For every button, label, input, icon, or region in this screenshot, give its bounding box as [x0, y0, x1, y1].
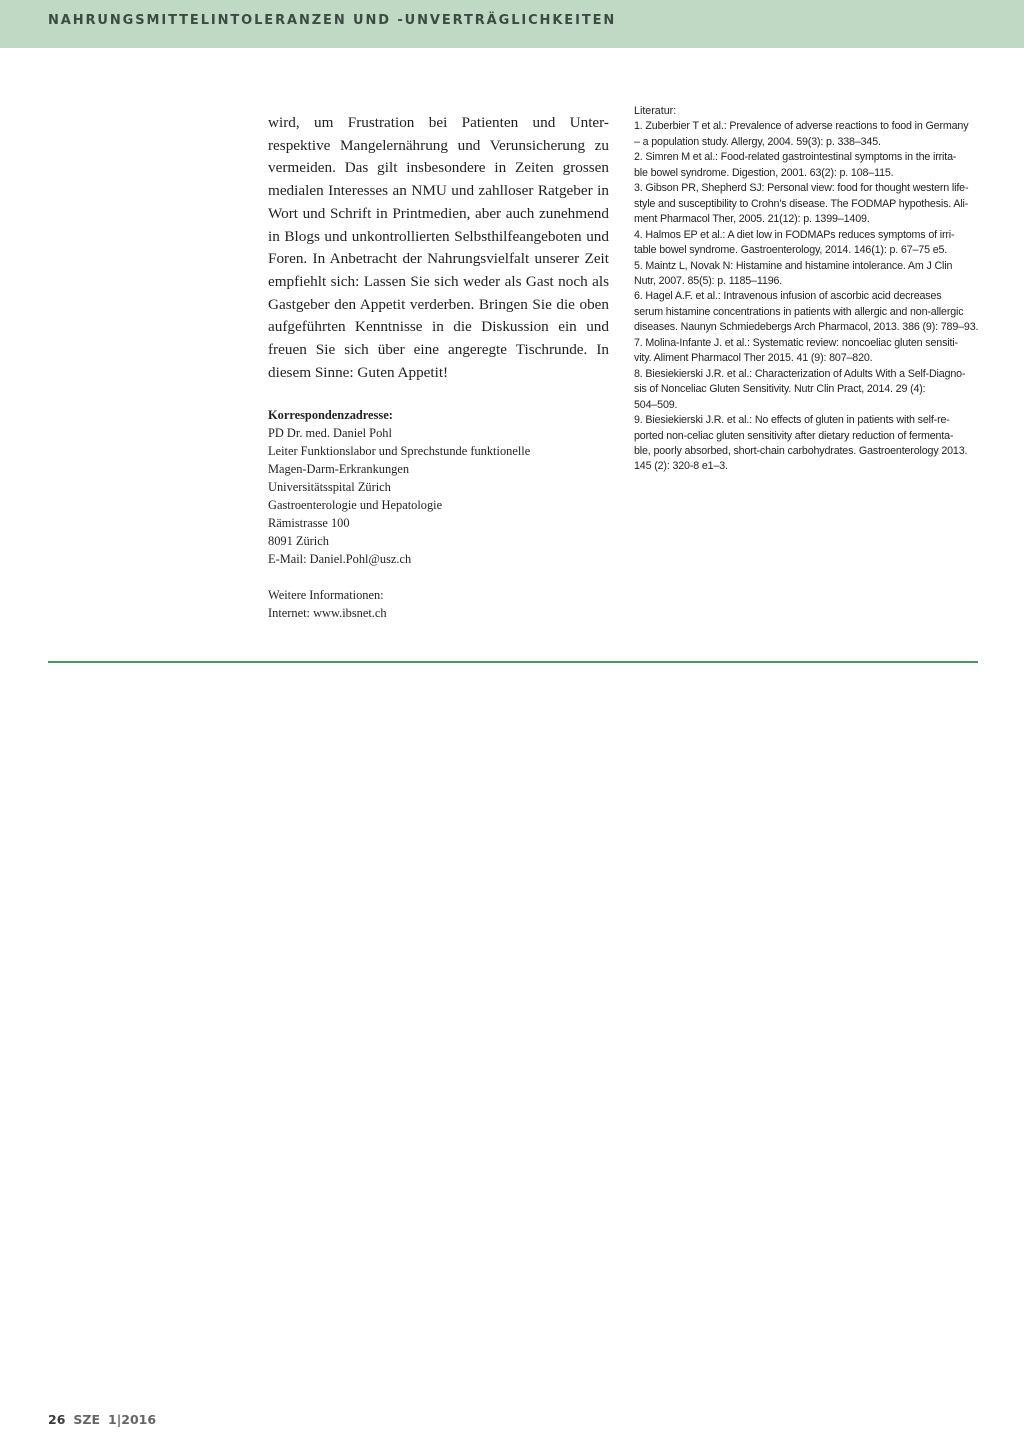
reference-line: 145 (2): 320-8 e1–3. — [634, 460, 728, 473]
reference-item — [634, 150, 976, 181]
reference-item — [634, 367, 976, 413]
reference-line: 9. Biesiekierski J.R. et al.: No effects of gluten in patients with self-re- — [634, 414, 950, 427]
reference-line: diseases. Naunyn Schmiedebergs Arch Pharmacol, 2013. 386 (9): 789–93. — [634, 321, 979, 334]
reference-line: ment Pharmacol Ther, 2005. 21(12): p. 1399–1409. — [634, 213, 870, 226]
more-info-block — [268, 586, 609, 622]
reference-line: 4. Halmos EP et al.: A diet low in FODMAPs reduces symptoms of irri- — [634, 228, 955, 241]
section-title: NAHRUNGSMITTELINTOLERANZEN UND -UNVERTRÄGLICHKEITEN — [48, 13, 617, 28]
reference-line: 504–509. — [634, 398, 678, 411]
section-divider — [48, 661, 978, 663]
reference-line: Nutr, 2007. 85(5): p. 1185–1196. — [634, 274, 783, 287]
reference-item — [634, 181, 976, 227]
reference-line: 2. Simren M et al.: Food-related gastrointestinal symptoms in the irrita- — [634, 151, 957, 164]
correspondence-heading: Korrespondenzadresse: — [268, 408, 393, 423]
reference-list — [634, 119, 979, 474]
issue-number: 1|2016 — [108, 1412, 157, 1427]
reference-item — [634, 259, 976, 290]
correspondence-line: Gastroenterologie und Hepatologie — [268, 498, 443, 513]
reference-line: vity. Aliment Pharmacol Ther 2015. 41 (9): 807–820. — [634, 352, 873, 365]
page-number: 26 — [48, 1412, 66, 1427]
page-footer — [48, 1412, 156, 1427]
reference-line: ble bowel syndrome. Digestion, 2001. 63(2): p. 108–115. — [634, 166, 894, 179]
correspondence-line: Magen-Darm-Erkrankungen — [268, 462, 410, 477]
reference-item — [634, 413, 976, 475]
reference-line: serum histamine concentrations in patients with allergic and non-allergic — [634, 305, 964, 318]
reference-item — [634, 119, 976, 150]
correspondence-line: PD Dr. med. Daniel Pohl — [268, 426, 392, 441]
literature-heading: Literatur: — [634, 105, 677, 117]
more-info-heading: Weitere Informationen: — [268, 588, 384, 603]
header-band — [0, 0, 1024, 48]
reference-item — [634, 289, 979, 335]
reference-item — [634, 228, 976, 259]
correspondence-block — [268, 406, 609, 568]
reference-item — [634, 336, 976, 367]
body-paragraph: wird, um Frustration bei Patienten und Unter- respektive Mangelernährung und Verunsicherung zu vermeiden. Das gilt insbesondere in Zeiten grossen medialen Interesses an NMU und zahlloser Ratgeber in Wort und Schrift in Printmedien, aber auch zunehmend in Blogs und unkontrollierten Selbsthilfeangeboten und Foren. In Anbetracht der Nahrungsvielfalt unserer Zeit empfiehlt sich: Lassen Sie sich weder als Gast noch als Gastgeber den Appetit verderben. Bringen Sie die oben aufgeführten Kenntnisse in die Diskussion ein und freuen Sie sich über eine angeregte Tischrunde. In diesem Sinne: Guten Appetit! — [268, 114, 609, 381]
reference-line: 7. Molina-Infante J. et al.: Systematic review: noncoeliac gluten sensiti- — [634, 336, 958, 349]
literature-column — [634, 104, 979, 475]
website-line: Internet: www.ibsnet.ch — [268, 606, 387, 621]
reference-line: ble, poorly absorbed, short-chain carbohydrates. Gastroenterology 2013. — [634, 444, 968, 457]
correspondence-line: Rämistrasse 100 — [268, 516, 350, 531]
reference-line: style and susceptibility to Crohn's disease. The FODMAP hypothesis. Ali- — [634, 197, 969, 210]
reference-line: 5. Maintz L, Novak N: Histamine and histamine intolerance. Am J Clin — [634, 259, 953, 272]
journal-name: SZE — [73, 1412, 101, 1427]
email-line: E-Mail: Daniel.Pohl@usz.ch — [268, 552, 412, 567]
correspondence-line: Leiter Funktionslabor und Sprechstunde funktionelle — [268, 444, 531, 459]
correspondence-line: Universitätsspital Zürich — [268, 480, 391, 495]
reference-line: table bowel syndrome. Gastroenterology, 2014. 146(1): p. 67–75 e5. — [634, 244, 948, 257]
reference-line: 6. Hagel A.F. et al.: Intravenous infusion of ascorbic acid decreases — [634, 290, 942, 303]
reference-line: – a population study. Allergy, 2004. 59(3): p. 338–345. — [634, 135, 881, 148]
reference-line: sis of Nonceliac Gluten Sensitivity. Nutr Clin Pract, 2014. 29 (4): — [634, 383, 926, 396]
correspondence-line: 8091 Zürich — [268, 534, 329, 549]
main-column — [268, 112, 609, 622]
reference-line: 3. Gibson PR, Shepherd SJ: Personal view: food for thought western life- — [634, 182, 969, 195]
reference-line: ported non-celiac gluten sensitivity after dietary reduction of fermenta- — [634, 429, 954, 442]
reference-line: 1. Zuberbier T et al.: Prevalence of adverse reactions to food in Germany — [634, 120, 969, 133]
reference-line: 8. Biesiekierski J.R. et al.: Characterization of Adults With a Self-Diagno- — [634, 367, 966, 380]
